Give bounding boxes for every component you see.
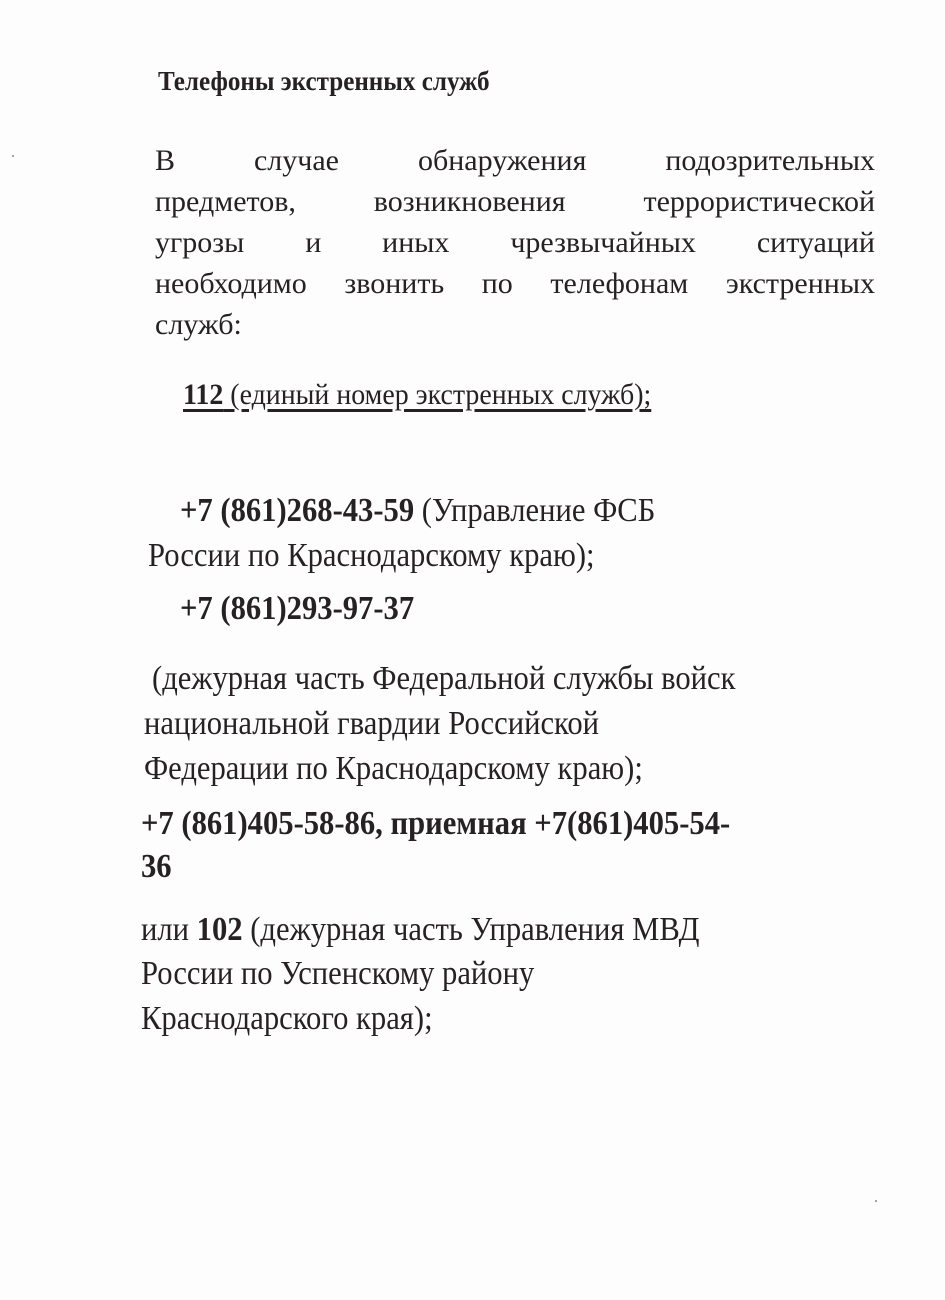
or-label: или bbox=[141, 911, 197, 948]
unified-number: 112 bbox=[183, 378, 224, 411]
rosgvardia-phone: +7 (861)293-97-37 bbox=[180, 590, 415, 627]
scan-speck bbox=[875, 1200, 877, 1202]
rosgvardia-description: (дежурная часть Федеральной службы войск bbox=[152, 660, 736, 697]
intro-line: необходимо звонить по телефонам экстренных bbox=[155, 267, 875, 300]
mvd-description: (дежурная часть Управления МВД bbox=[242, 911, 700, 948]
rosgvardia-description-cont: Федерации по Краснодарскому краю); bbox=[144, 750, 643, 787]
mvd-phones-cont: 36 bbox=[141, 848, 172, 885]
scan-speck bbox=[12, 155, 14, 157]
intro-paragraph bbox=[155, 140, 875, 345]
mvd-entry bbox=[141, 911, 699, 949]
document-title: Телефоны экстренных служб bbox=[158, 66, 490, 96]
mvd-description-cont: Краснодарского края); bbox=[141, 1000, 433, 1037]
mvd-short-number: 102 bbox=[196, 911, 243, 948]
unified-description: (единый номер экстренных служб); bbox=[223, 378, 652, 411]
unified-emergency-entry bbox=[183, 378, 651, 412]
mvd-description-cont: России по Успенскому району bbox=[141, 955, 535, 992]
fsb-description-cont: России по Краснодарскому краю); bbox=[148, 537, 595, 574]
intro-line: служб: bbox=[155, 308, 242, 341]
mvd-phones: +7 (861)405-58-86, приемная +7(861)405-54- bbox=[141, 805, 731, 842]
intro-line: В случае обнаружения подозрительных bbox=[155, 144, 875, 177]
fsb-entry bbox=[180, 492, 655, 530]
fsb-phone: +7 (861)268-43-59 bbox=[180, 492, 415, 529]
intro-line: угрозы и иных чрезвычайных ситуаций bbox=[155, 226, 875, 259]
rosgvardia-description-cont: национальной гвардии Российской bbox=[144, 705, 600, 742]
intro-line: предметов, возникновения террористической bbox=[155, 185, 875, 218]
fsb-description: (Управление ФСБ bbox=[414, 492, 656, 529]
